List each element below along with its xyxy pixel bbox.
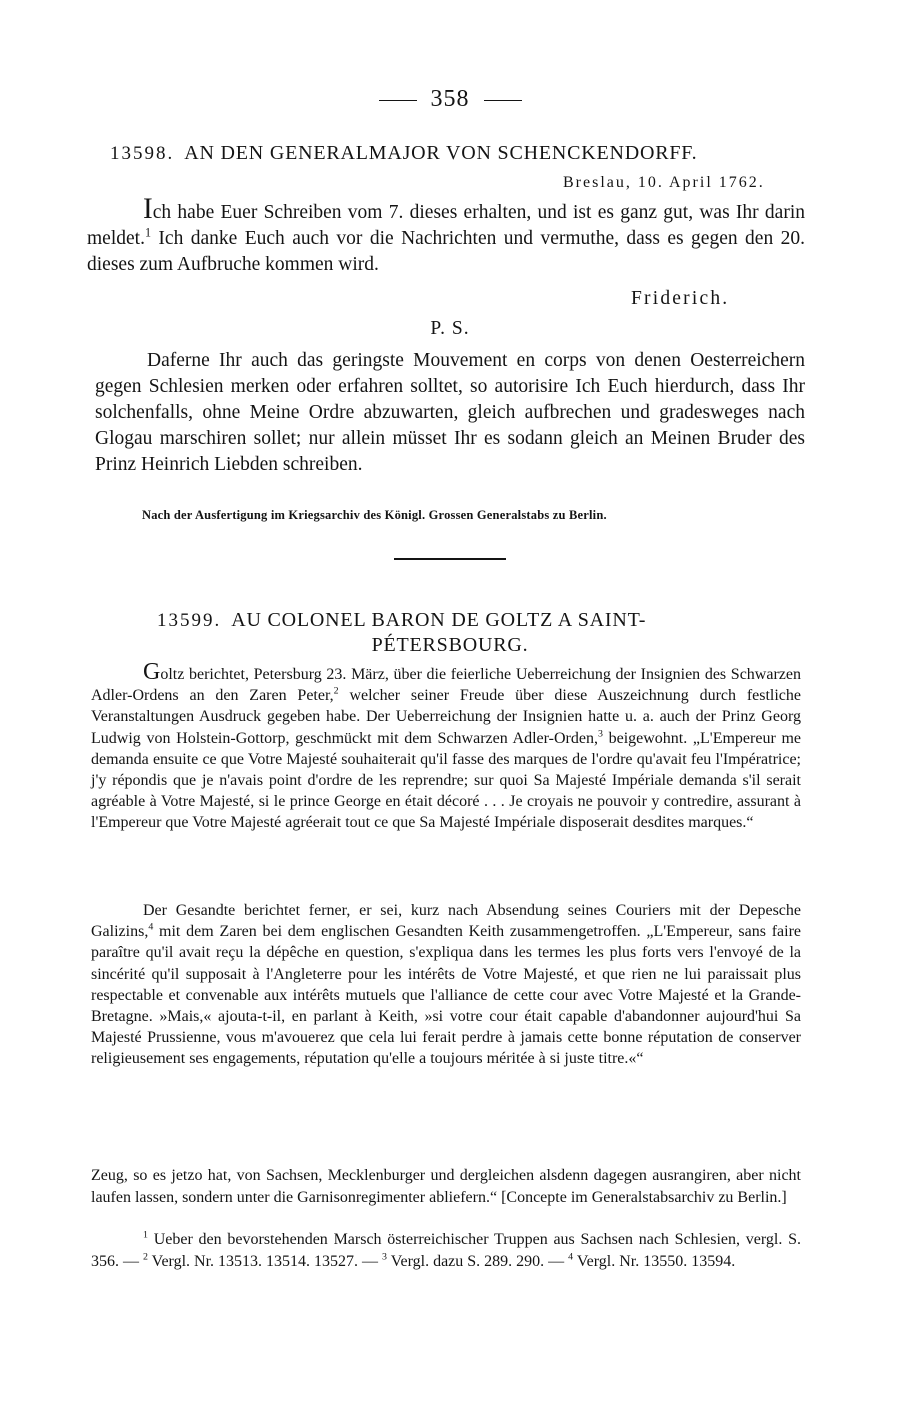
footnote-ref-4: 4 — [148, 921, 154, 933]
summary-text-b: mit dem Zaren bei dem englischen Gesandten Keith zusammengetroffen. „L'Empereur, sans faire paraître qu'il avait reçu la dépêche en question, s'expliqua dans les termes les plus forts vers l'envoyé de la sincérité qu'il supposait à l'Angleterre pour les intérêts de Votre Majesté, et que rien ne lui paraissait plus respectable et convenable aux intérêts mutuels que l'alliance de cette cour avec Votre Majesté et la Grande-Bretagne. »Mais,« ajouta-t-il, en parlant à Keith, »si votre cour était capable d'abandonner aujourd'hui Sa Majesté Prussienne, vous m'avouerez que cela lui ferait perdre à jamais cette bonne réputation de conserver religieusement ses engagements, réputation qu'elle a toujours méritée à si juste titre.«“ — [91, 923, 801, 1068]
body-text-b: Ich danke Euch auch vor die Nachrichten und vermuthe, dass es gegen den 20. dieses zum Aufbruche kommen wird. — [87, 228, 805, 275]
footnote-mark-3: 3 — [382, 1251, 387, 1263]
summary-text-b: welcher seiner Freude über diese Auszeichnung durch festliche Veranstaltungen Ausdruck gegeben habe. Der Ueberreichung der Insignien hatte u. a. auch der Prinz Georg Ludwig von Holstein-Gottorp, geschmückt mit dem Schwarzen Adler-Orden, — [91, 687, 802, 747]
letter-number: 13598. — [110, 143, 175, 164]
footnote-text-4: Vergl. Nr. 13550. 13594. — [573, 1252, 736, 1270]
footnote-text-1: Ueber den bevorstehenden Marsch österreichischer Truppen aus Sachsen nach Schlesien, vergl. S. 356. — — [91, 1231, 801, 1270]
letter-number: 13599. — [157, 610, 222, 631]
postscript-text: Daferne Ihr auch das geringste Mouvement en corps von denen Oesterreichern gegen Schlesien merken oder erfahren solltet, so autorisire Ich Euch hierdurch, dass Ihr solchenfalls, ohne Meine Ordre abzuwarten, gleich aufbrechen und gradesweges nach Glogau marschiren sollet; nur allein müsset Ihr es sodann gleich an Meinen Bruder des Prinz Heinrich Liebden schreiben. — [95, 350, 805, 475]
drop-initial: I — [143, 193, 153, 225]
footnotes — [91, 1229, 801, 1272]
summary-paragraph-1 — [91, 659, 802, 834]
signature: Friderich. — [631, 288, 730, 309]
footnote-ref-1: 1 — [144, 225, 151, 240]
page-header — [0, 86, 900, 113]
letter-heading-text: AN DEN GENERALMAJOR VON SCHENCKENDORFF. — [184, 142, 698, 164]
summary-text-a: oltz berichtet, Petersburg 23. März, über die feierliche Ueberreichung der Insignien des Schwarzen Adler-Ordens an den Zaren Peter, — [91, 666, 801, 705]
letter-heading-line2: PÉTERSBOURG. — [371, 634, 529, 656]
footnote-mark-1: 1 — [143, 1229, 148, 1241]
letter-heading-13599 — [157, 609, 646, 632]
section-divider — [394, 558, 506, 560]
drop-initial: G — [143, 659, 161, 685]
footnote-text-3: Vergl. dazu S. 289. 290. — — [386, 1252, 569, 1270]
summary-paragraph-2 — [91, 900, 801, 1070]
header-dash-left — [379, 100, 417, 101]
letter-body — [87, 193, 805, 278]
header-dash-right — [484, 100, 522, 101]
footnote-text-2: Vergl. Nr. 13513. 13514. 13527. — — [147, 1252, 383, 1270]
page-number: 358 — [430, 86, 470, 112]
letter-heading-13598 — [110, 142, 697, 165]
footnote-ref-3: 3 — [597, 728, 603, 740]
carry-over-footnote: Zeug, so es jetzo hat, von Sachsen, Mecklenburger und dergleichen alsdenn dagegen ausrangiren, aber nicht laufen lassen, sondern unter die Garnisonregimenter abliefern.“ [Concepte im Generalstabsarchiv zu Berlin.] — [91, 1167, 801, 1206]
footnote-mark-4: 4 — [568, 1251, 574, 1263]
summary-text-c: beigewohnt. „L'Empereur me demanda ensuite ce que Votre Majesté souhaiterait qu'il fasse des marques de l'ordre qu'avait feu l'Impératrice; j'y répondis que je n'avais point d'ordre de les reprendre; sur quoi Sa Majesté Impériale demanda s'il serait agréable à Votre Majesté, si le prince George en était décoré . . . Je croyais ne pouvoir y contredire, assurant à l'Empereur que Votre Majesté agréerait tout ce que Sa Majesté Impériale disposerait desdites marques.“ — [91, 729, 802, 832]
postscript-label: P. S. — [430, 318, 470, 339]
summary-text-a: Der Gesandte berichtet ferner, er sei, kurz nach Absendung seines Couriers mit der Depesche Galizins, — [91, 902, 801, 941]
footnote-ref-2: 2 — [333, 685, 339, 697]
footnote-mark-2: 2 — [143, 1251, 148, 1263]
dateline: Breslau, 10. April 1762. — [563, 174, 765, 191]
body-text-a: ch habe Euer Schreiben vom 7. dieses erhalten, und ist es ganz gut, was Ihr darin meldet. — [87, 202, 805, 249]
source-note: Nach der Ausfertigung im Kriegsarchiv des Königl. Grossen Generalstabs zu Berlin. — [142, 508, 607, 522]
letter-heading-line1: AU COLONEL BARON DE GOLTZ A SAINT- — [231, 609, 647, 631]
